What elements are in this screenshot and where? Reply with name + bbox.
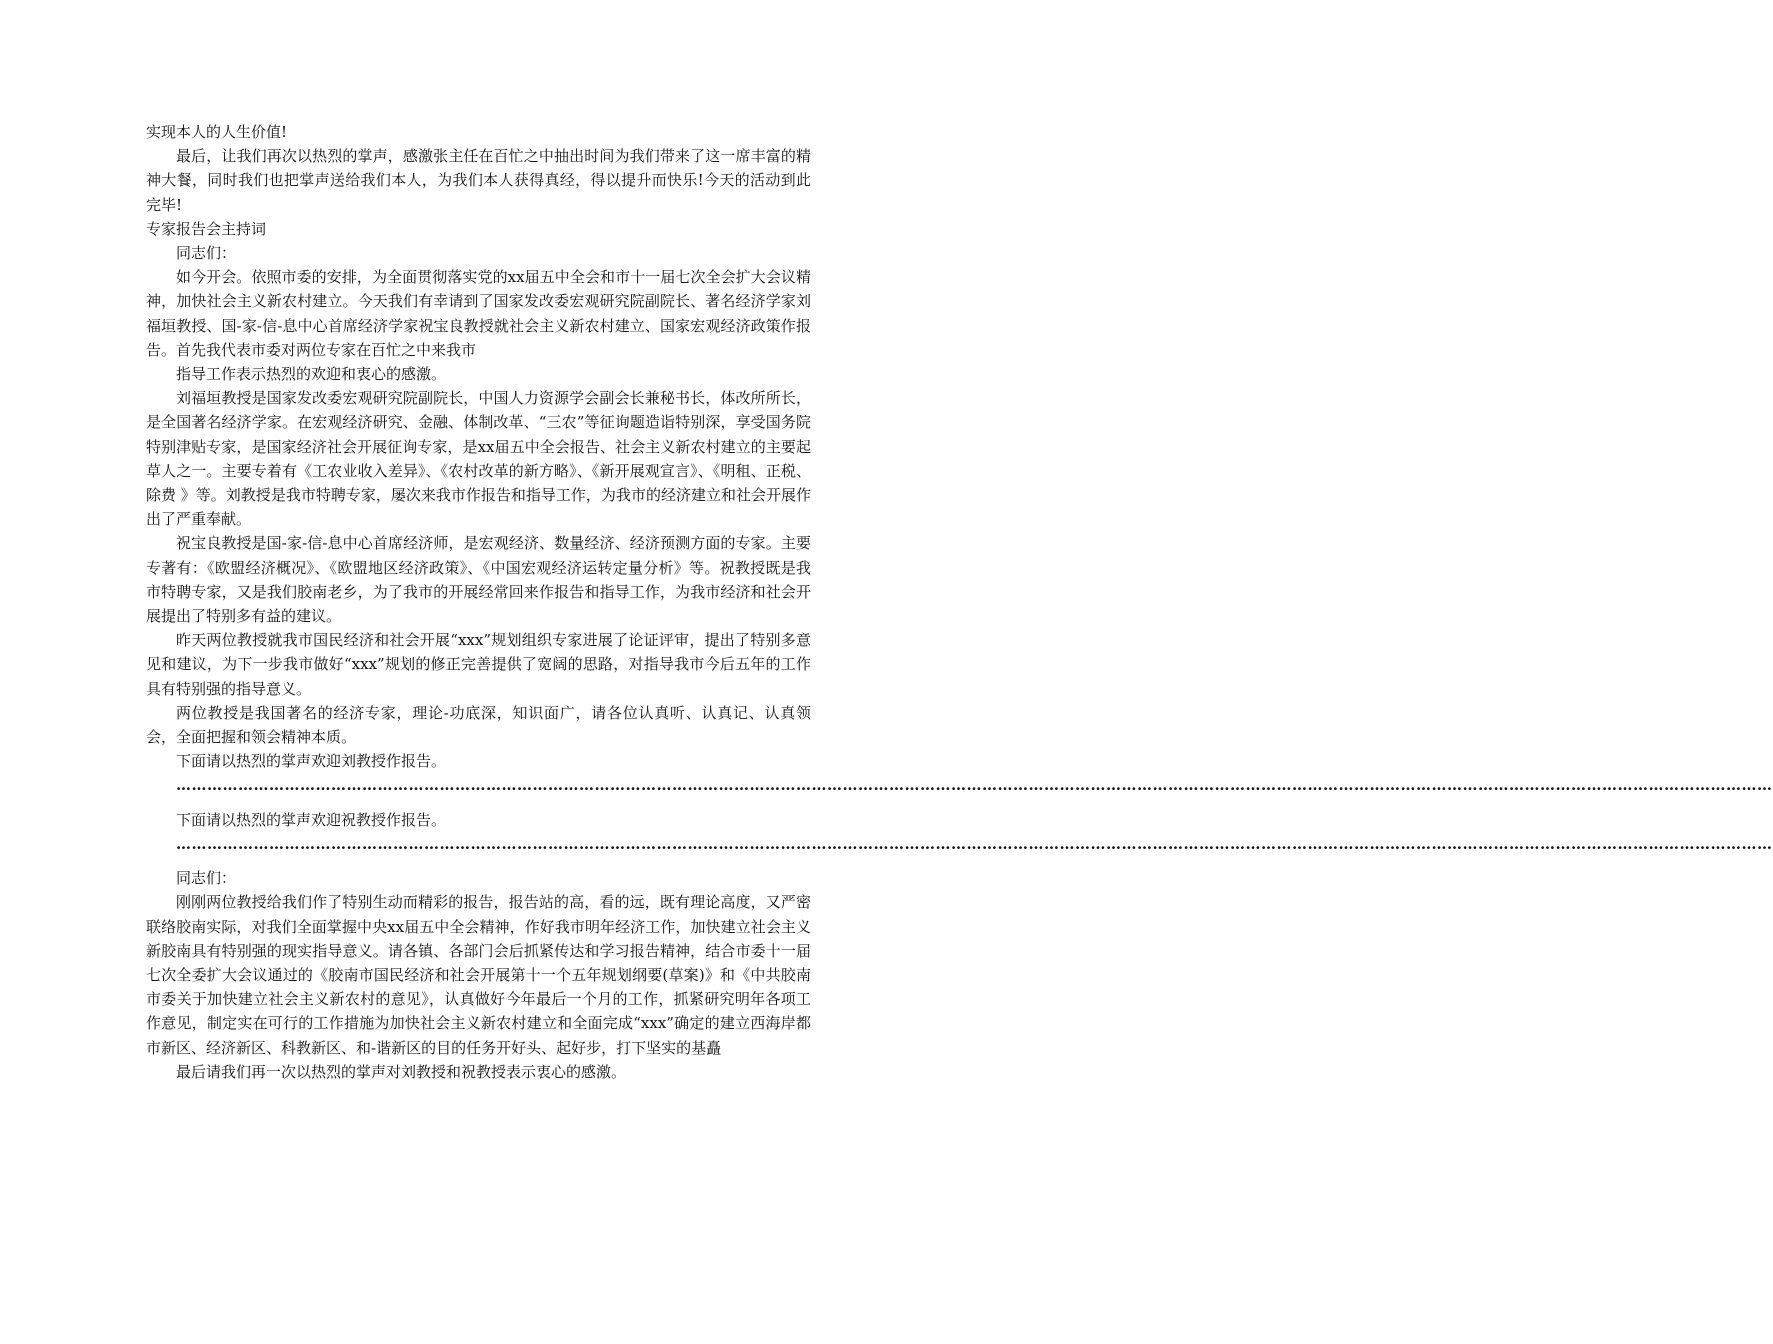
ellipsis-block: ………………………………………………………………………………………………………………………………………………………………………………………………………………………………………………………………………………… <box>176 834 1773 853</box>
ellipsis-block: ………………………………………………………………………………………………………………………………………………………………………………………………………………………………………………………………………………… <box>176 776 1773 795</box>
paragraph-summary: 刚刚两位教授给我们作了特别生动而精彩的报告，报告站的高，看的远，既有理论高度，又严密联络胶南实际，对我们全面掌握中央xx届五中全会精神，作好我市明年经济工作，加快建立社会主义新胶南具有特别强的现实指导意义。请各镇、各部门会后抓紧传达和学习报告精神，结合市委十一届七次全委扩大会议通过的《胶南市国民经济和社会开展第十一个五年规划纲要(草案)》和《中共胶南市委关于加快建立社会主义新农村的意见》，认真做好今年最后一个月的工作，抓紧研究明年各项工作意见，制定实在可行的工作措施为加快社会主义新农村建立和全面完成“xxx”确定的建立西海岸都市新区、经济新区、科教新区、和-谐新区的目的任务开好头、起好步，打下坚实的基矗 <box>146 893 811 1057</box>
paragraph-welcome: 指导工作表示热烈的欢迎和衷心的感激。 <box>176 365 447 384</box>
paragraph-final-thanks: 最后请我们再一次以热烈的掌声对刘教授和祝教授表示衷心的感激。 <box>176 1062 627 1081</box>
paragraph-request: 两位教授是我国著名的经济专家，理论-功底深，知识面广，请各位认真听、认真记、认真领会，全面把握和领会精神本质。 <box>146 703 811 747</box>
paragraph-liu-intro: 刘福垣教授是国家发改委宏观研究院副院长，中国人力资源学会副会长兼秘书长，体改所所长，是全国著名经济学家。在宏观经济研究、金融、体制改革、“三农”等征询题造诣特别深，享受国务院特别津贴专家，是国家经济社会开展征询专家，是xx届五中全会报告、社会主义新农村建立的主要起草人之一。主要专着有《工农业收入差异》、《农村改革的新方略》、《新开展观宣言》、《明租、正税、除费 》等。刘教授是我市特聘专家，屡次来我市作报告和指导工作，为我市的经济建立和社会开展作出了严重奉献。 <box>146 389 811 529</box>
paragraph-invite-zhu: 下面请以热烈的掌声欢迎祝教授作报告。 <box>176 810 447 829</box>
spacer <box>146 798 811 808</box>
paragraph-closing-line: 实现本人的人生价值! <box>146 123 288 141</box>
document-page <box>146 120 1773 1084</box>
salutation: 同志们： <box>176 244 237 263</box>
salutation: 同志们： <box>176 869 237 888</box>
paragraph-zhu-intro: 祝宝良教授是国-家-信-息中心首席经济师，是宏观经济、数量经济、经济预测方面的专家。主要专著有：《欧盟经济概况》、《欧盟地区经济政策》、《中国宏观经济运转定量分析》等。祝教授既是我市特聘专家，又是我们胶南老乡，为了我市的开展经常回来作报告和指导工作，为我市经济和社会开展提出了特别多有益的建议。 <box>146 534 811 626</box>
paragraph-opening: 如今开会。依照市委的安排，为全面贯彻落实党的xx届五中全会和市十一届七次全会扩大会议精神，加快社会主义新农村建立。今天我们有幸请到了国家发改委宏观研究院副院长、著名经济学家刘福垣教授、国-家-信-息中心首席经济学家祝宝良教授就社会主义新农村建立、国家宏观经济政策作报告。首先我代表市委对两位专家在百忙之中来我市 <box>146 268 811 359</box>
spacer <box>146 856 811 866</box>
paragraph-review: 昨天两位教授就我市国民经济和社会开展“xxx”规划组织专家进展了论证评审，提出了特别多意见和建议，为下一步我市做好“xxx”规划的修正完善提供了宽阔的思路，对指导我市今后五年的工作具有特别强的指导意义。 <box>146 631 811 698</box>
paragraph-thanks: 最后，让我们再次以热烈的掌声，感激张主任在百忙之中抽出时间为我们带来了这一席丰富的精神大餐，同时我们也把掌声送给我们本人，为我们本人获得真经，得以提升而快乐!今天的活动到此完毕! <box>146 147 811 214</box>
paragraph-invite-liu: 下面请以热烈的掌声欢迎刘教授作报告。 <box>176 752 447 771</box>
section-heading: 专家报告会主持词 <box>146 219 267 238</box>
